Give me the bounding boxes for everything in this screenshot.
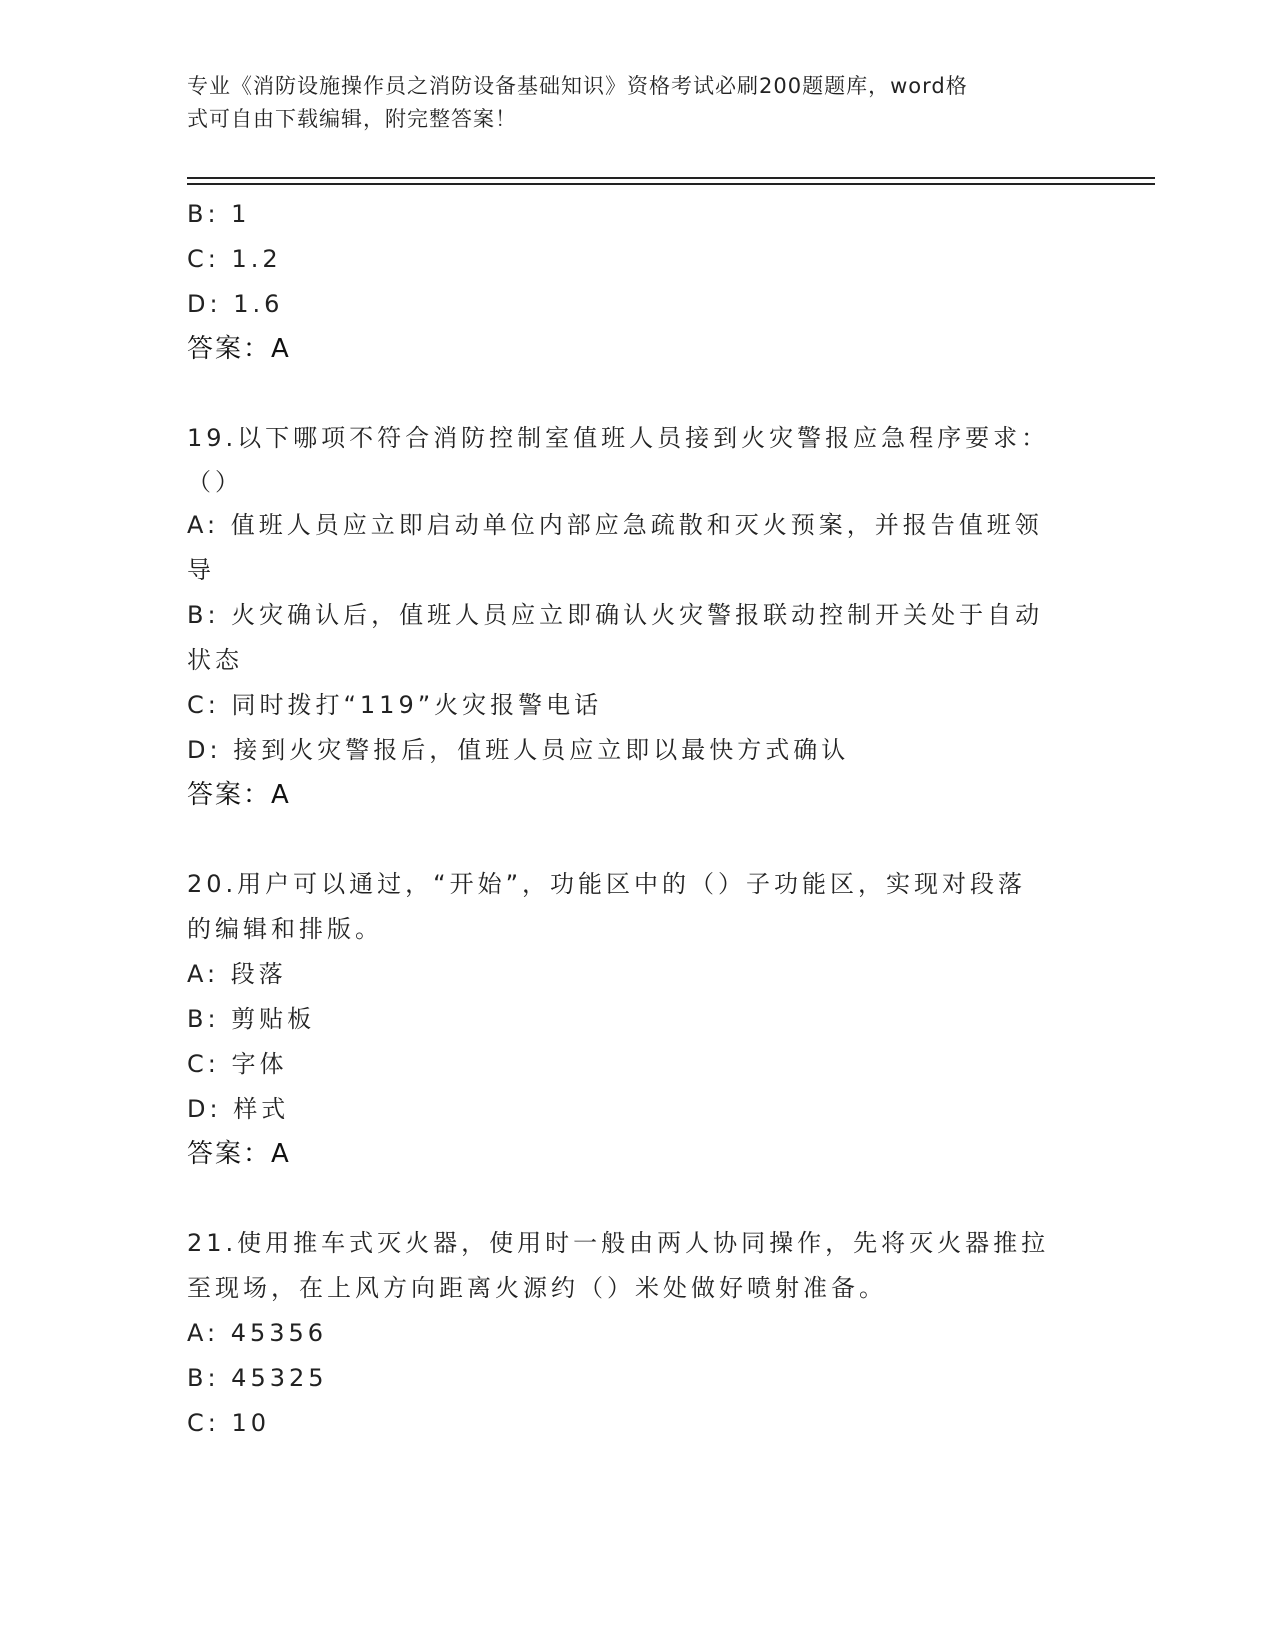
option-d: D: 接到火灾警报后，值班人员应立即以最快方式确认 [187, 736, 850, 764]
question-text-line-2: 的编辑和排版。 [187, 915, 383, 943]
question-19 [187, 416, 1087, 818]
option-c: C: 同时拨打“119”火灾报警电话 [187, 691, 603, 719]
option-b-line-2: 状态 [187, 646, 243, 674]
question-18-tail [187, 192, 1087, 372]
option-a: A: 45356 [187, 1319, 328, 1347]
question-text-line-1: 20.用户可以通过，“开始”，功能区中的（）子功能区，实现对段落 [187, 870, 1027, 898]
question-text-line-1: 19.以下哪项不符合消防控制室值班人员接到火灾警报应急程序要求： [187, 424, 1050, 452]
question-text-line-2: （） [187, 468, 243, 496]
option-a-line-2: 导 [187, 556, 215, 584]
question-20 [187, 862, 1087, 1177]
spacer [187, 1177, 1087, 1221]
header-rule-top [187, 177, 1155, 179]
option-c: C: 1.2 [187, 245, 282, 273]
spacer [187, 372, 1087, 416]
spacer [187, 818, 1087, 862]
question-list [187, 192, 1087, 1446]
question-21 [187, 1221, 1087, 1446]
option-b: B: 45325 [187, 1364, 328, 1392]
document-header [187, 70, 1087, 136]
option-a-line-1: A: 值班人员应立即启动单位内部应急疏散和灭火预案，并报告值班领 [187, 511, 1043, 539]
header-line-1: 专业《消防设施操作员之消防设备基础知识》资格考试必刷200题题库，word格 [187, 74, 968, 98]
option-a: A: 段落 [187, 960, 287, 988]
option-c: C: 字体 [187, 1050, 288, 1078]
question-text-line-1: 21.使用推车式灭火器，使用时一般由两人协同操作，先将灭火器推拉 [187, 1229, 1050, 1257]
option-d: D: 1.6 [187, 290, 284, 318]
question-text-line-2: 至现场，在上风方向距离火源约（）米处做好喷射准备。 [187, 1274, 887, 1302]
option-c: C: 10 [187, 1409, 271, 1437]
answer: 答案：A [187, 334, 291, 364]
answer: 答案：A [187, 1139, 291, 1169]
answer: 答案：A [187, 780, 291, 810]
option-d: D: 样式 [187, 1095, 290, 1123]
option-b: B: 剪贴板 [187, 1005, 316, 1033]
header-line-2: 式可自由下载编辑，附完整答案！ [187, 107, 517, 131]
option-b-line-1: B: 火灾确认后，值班人员应立即确认火灾警报联动控制开关处于自动 [187, 601, 1044, 629]
header-rule-bottom [187, 183, 1155, 185]
option-b: B: 1 [187, 200, 251, 228]
